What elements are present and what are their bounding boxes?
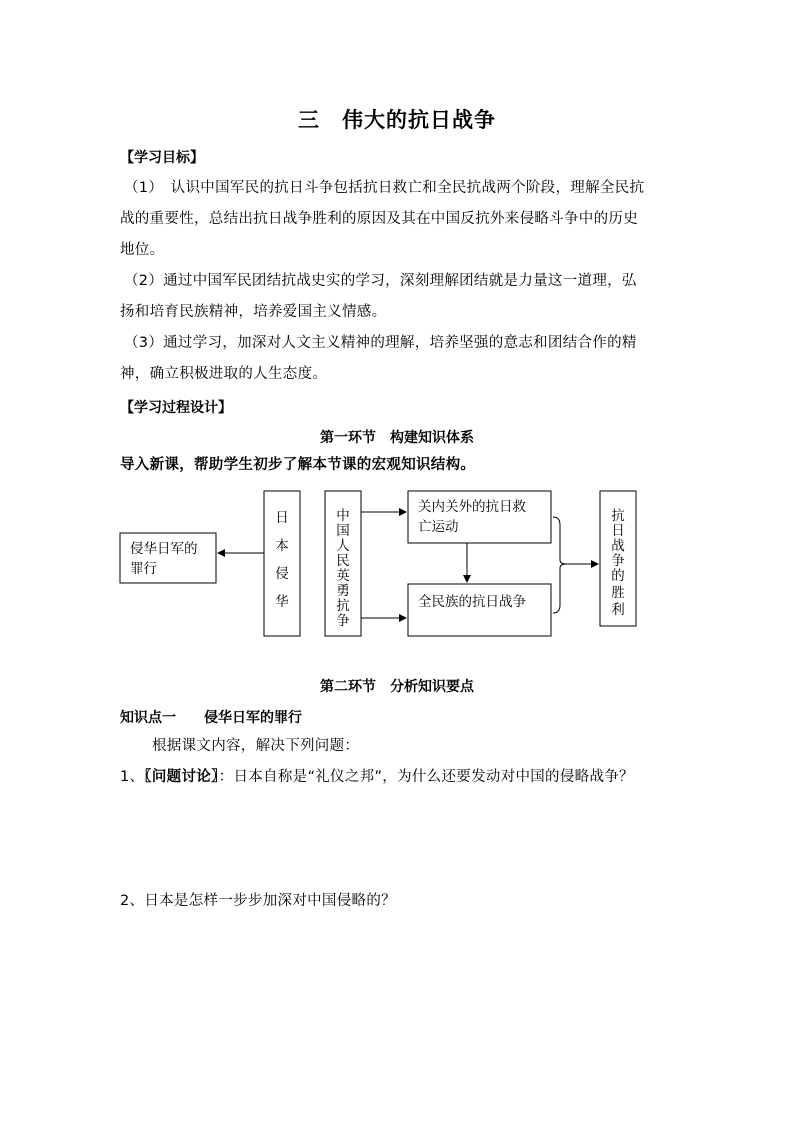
victory-char: 的 — [611, 568, 625, 584]
question-1-tag: 〖问题讨论〗 — [144, 769, 219, 785]
victory-char: 利 — [611, 602, 625, 618]
intro-text: 导入新课，帮助学生初步了解本节课的宏观知识结构。 — [120, 457, 476, 473]
japan-char: 华 — [275, 594, 289, 610]
crimes-label-line-2: 罪行 — [130, 561, 157, 577]
question-1-number: 1、 — [120, 769, 145, 785]
people-char: 国 — [336, 523, 350, 539]
victory-char: 战 — [611, 538, 625, 554]
process-heading: 【学习过程设计】 — [120, 400, 232, 416]
brace — [553, 517, 566, 613]
people-char: 英 — [336, 568, 350, 584]
objective-1-line-1: （1） 认识中国军民的抗日斗争包括抗日救亡和全民抗战两个阶段，理解全民抗 — [124, 180, 645, 196]
full-war-box — [408, 584, 551, 636]
crimes-label-line-1: 侵华日军的 — [130, 541, 198, 557]
victory-char: 争 — [611, 553, 625, 569]
people-char: 人 — [336, 538, 350, 554]
objective-3-line-1: （3）通过学习，加深对人文主义精神的理解，培养坚强的意志和团结合作的精 — [124, 335, 637, 351]
page-title: 三 伟大的抗日战争 — [298, 108, 496, 132]
people-char: 抗 — [336, 598, 350, 614]
objective-3-line-2: 神，确立积极进取的人生态度。 — [120, 366, 328, 382]
instruction-text: 根据课文内容，解决下列问题： — [152, 738, 360, 754]
people-char: 争 — [336, 613, 350, 629]
salvation-label-line-2: 亡运动 — [418, 519, 459, 535]
japan-char: 本 — [275, 538, 289, 554]
people-char: 中 — [336, 508, 350, 524]
japan-char: 侵 — [275, 566, 289, 582]
question-1-text: ：日本自称是“礼仪之邦”，为什么还要发动对中国的侵略战争？ — [218, 769, 634, 785]
objective-2-line-2: 扬和培育民族精神，培养爱国主义情感。 — [120, 304, 387, 320]
people-char: 勇 — [336, 583, 350, 599]
victory-char: 抗 — [611, 508, 625, 524]
section-2-heading: 第二环节 分析知识要点 — [320, 679, 474, 695]
section-1-heading: 第一环节 构建知识体系 — [320, 430, 474, 446]
salvation-label-line-1: 关内关外的抗日救 — [418, 499, 526, 515]
victory-char: 日 — [611, 523, 625, 539]
full-war-label: 全民族的抗日战争 — [418, 594, 526, 610]
people-char: 民 — [336, 553, 350, 569]
japan-char: 日 — [275, 510, 289, 526]
objectives-heading: 【学习目标】 — [120, 150, 204, 166]
knowledge-point-1: 知识点一 侵华日军的罪行 — [120, 710, 302, 726]
objective-1-line-3: 地位。 — [120, 242, 165, 258]
question-1 — [120, 769, 634, 785]
question-2: 2、日本是怎样一步步加深对中国侵略的？ — [120, 893, 396, 909]
objective-2-line-1: （2）通过中国军民团结抗战史实的学习，深刻理解团结就是力量这一道理，弘 — [124, 273, 637, 289]
objective-1-line-2: 战的重要性，总结出抗日战争胜利的原因及其在中国反抗外来侵略斗争中的历史 — [120, 211, 638, 227]
victory-char: 胜 — [611, 585, 625, 601]
